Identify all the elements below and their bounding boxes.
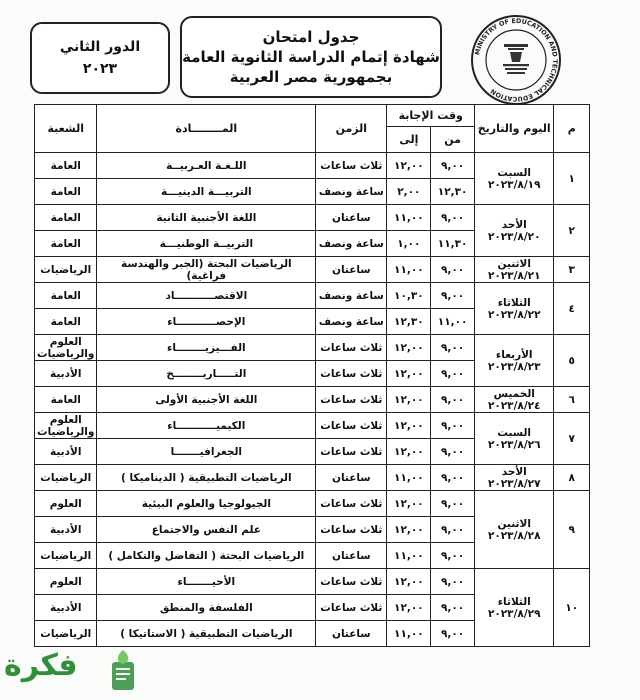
day-name: السبت xyxy=(497,426,532,439)
day-name: الأحد xyxy=(501,465,527,478)
day-number: ١ xyxy=(554,153,590,205)
time-from: ١١,٠٠ xyxy=(431,309,475,335)
time-to: ١١,٠٠ xyxy=(387,205,431,231)
time-from: ٩,٠٠ xyxy=(431,413,475,439)
subject: الفـــيزيــــــــاء xyxy=(97,335,316,361)
time-to: ١٢,٣٠ xyxy=(387,309,431,335)
time-to: ١١,٠٠ xyxy=(387,543,431,569)
time-to: ١٢,٠٠ xyxy=(387,491,431,517)
day-date-cell xyxy=(475,387,554,413)
duration: ساعة ونصف xyxy=(316,283,387,309)
branch: الأدبية xyxy=(35,595,97,621)
subject: التـــــاريــــــــخ xyxy=(97,361,316,387)
day-date-cell xyxy=(475,335,554,387)
duration: ساعتان xyxy=(316,465,387,491)
day-number: ٥ xyxy=(554,335,590,387)
duration: ثلاث ساعات xyxy=(316,595,387,621)
duration: ثلاث ساعات xyxy=(316,517,387,543)
table-row xyxy=(35,387,590,413)
time-from: ٩,٠٠ xyxy=(431,595,475,621)
day-name: الاثنين xyxy=(497,517,531,530)
time-from: ٩,٠٠ xyxy=(431,257,475,283)
branch: العامة xyxy=(35,283,97,309)
day-name: الخميس xyxy=(493,387,535,400)
duration: ساعتان xyxy=(316,257,387,283)
day-date: ٢٠٢٣/٨/٢٦ xyxy=(487,438,541,451)
day-name: الأحد xyxy=(501,218,527,231)
day-number: ١٠ xyxy=(554,569,590,647)
time-to: ١٢,٠٠ xyxy=(387,439,431,465)
time-from: ٩,٠٠ xyxy=(431,335,475,361)
table-row xyxy=(35,413,590,439)
table-row xyxy=(35,205,590,231)
duration: ثلاث ساعات xyxy=(316,387,387,413)
subject: الرياضيات البحتة (الجبر والهندسة فراغية) xyxy=(97,257,316,283)
day-date: ٢٠٢٣/٨/٢٤ xyxy=(487,399,541,412)
day-date: ٢٠٢٣/٨/١٩ xyxy=(487,178,541,191)
round-label: الدور الثاني xyxy=(59,39,141,55)
day-date: ٢٠٢٣/٨/٢٨ xyxy=(487,529,541,542)
subject: الجغرافيـــــــا xyxy=(97,439,316,465)
header-branch: الشعبة xyxy=(35,105,97,153)
branch: العامة xyxy=(35,179,97,205)
day-date-cell xyxy=(475,205,554,257)
branch: العامة xyxy=(35,387,97,413)
day-number: ٢ xyxy=(554,205,590,257)
day-number: ٧ xyxy=(554,413,590,465)
schedule-body xyxy=(35,153,590,647)
day-date-cell xyxy=(475,569,554,647)
subject: الرياضيات التطبيقية ( الديناميكا ) xyxy=(97,465,316,491)
title-line-2: شهادة إتمام الدراسة الثانوية العامة xyxy=(182,48,440,66)
day-date-cell xyxy=(475,491,554,569)
svg-text:MINISTRY OF EDUCATION AND TECH: MINISTRY OF EDUCATION AND TECHNICAL EDUCATION xyxy=(473,16,560,104)
time-to: ١,٠٠ xyxy=(387,231,431,257)
header-num: م xyxy=(554,105,590,153)
time-from: ٩,٠٠ xyxy=(431,569,475,595)
time-from: ٩,٠٠ xyxy=(431,465,475,491)
subject: اللغة الأجنبية الثانية xyxy=(97,205,316,231)
branch: الأدبية xyxy=(35,361,97,387)
watermark-logo: فكرة xyxy=(4,648,78,683)
branch: الرياضيات xyxy=(35,621,97,647)
subject: التربيــة الوطنيـــة xyxy=(97,231,316,257)
time-from: ١١,٣٠ xyxy=(431,231,475,257)
subject: الفلسفة والمنطق xyxy=(97,595,316,621)
day-name: السبت xyxy=(497,166,532,179)
day-date-cell xyxy=(475,465,554,491)
day-date: ٢٠٢٣/٨/٢٧ xyxy=(487,477,541,490)
title-line-3: بجمهورية مصر العربية xyxy=(229,68,393,86)
header-answer-time: وقت الإجابة xyxy=(387,105,475,127)
branch: الأدبية xyxy=(35,517,97,543)
branch: العلوم والرياضيات xyxy=(35,413,97,439)
subject: الرياضيات التطبيقية ( الاستاتيكا ) xyxy=(97,621,316,647)
day-number: ٩ xyxy=(554,491,590,569)
time-to: ١١,٠٠ xyxy=(387,257,431,283)
time-to: ١٢,٠٠ xyxy=(387,595,431,621)
duration: ساعة ونصف xyxy=(316,309,387,335)
time-to: ١٠,٣٠ xyxy=(387,283,431,309)
day-name: الأربعاء xyxy=(495,348,533,361)
branch: الرياضيات xyxy=(35,257,97,283)
duration: ساعتان xyxy=(316,543,387,569)
time-to: ٢,٠٠ xyxy=(387,179,431,205)
table-row xyxy=(35,569,590,595)
day-number: ٦ xyxy=(554,387,590,413)
branch: الأدبية xyxy=(35,439,97,465)
day-date: ٢٠٢٣/٨/٢٩ xyxy=(487,607,541,620)
day-name: الاثنين xyxy=(497,257,531,270)
header-subject: المــــــــادة xyxy=(97,105,316,153)
day-name: الثلاثاء xyxy=(497,296,531,309)
day-number: ٣ xyxy=(554,257,590,283)
exam-schedule-table xyxy=(34,104,590,647)
duration: ثلاث ساعات xyxy=(316,569,387,595)
day-date: ٢٠٢٣/٨/٢٢ xyxy=(487,308,541,321)
header-from: من xyxy=(431,127,475,153)
branch: العلوم والرياضيات xyxy=(35,335,97,361)
day-date: ٢٠٢٣/٨/٢٣ xyxy=(487,360,541,373)
duration: ثلاث ساعات xyxy=(316,439,387,465)
day-date-cell xyxy=(475,153,554,205)
time-from: ٩,٠٠ xyxy=(431,517,475,543)
subject: الاقتصـــــــــــاد xyxy=(97,283,316,309)
table-row xyxy=(35,491,590,517)
subject: الرياضيات البحتة ( التفاضل والتكامل ) xyxy=(97,543,316,569)
branch: الرياضيات xyxy=(35,465,97,491)
time-from: ٩,٠٠ xyxy=(431,387,475,413)
header-duration: الزمن xyxy=(316,105,387,153)
time-from: ٩,٠٠ xyxy=(431,283,475,309)
time-from: ٩,٠٠ xyxy=(431,153,475,179)
time-to: ١٢,٠٠ xyxy=(387,387,431,413)
exam-round-box xyxy=(30,22,170,94)
subject: الجيولوجيا والعلوم البيئية xyxy=(97,491,316,517)
duration: ثلاث ساعات xyxy=(316,361,387,387)
duration: ثلاث ساعات xyxy=(316,491,387,517)
watermark-leaf-icon xyxy=(0,640,150,700)
time-to: ١٢,٠٠ xyxy=(387,361,431,387)
branch: العلوم xyxy=(35,491,97,517)
duration: ثلاث ساعات xyxy=(316,335,387,361)
subject: التربيـــة الدينيـــة xyxy=(97,179,316,205)
time-to: ١١,٠٠ xyxy=(387,621,431,647)
subject: الإحصـــــــــــاء xyxy=(97,309,316,335)
duration: ساعة ونصف xyxy=(316,179,387,205)
title-line-1: جدول امتحان xyxy=(262,28,360,46)
time-to: ١١,٠٠ xyxy=(387,465,431,491)
header-to: إلى xyxy=(387,127,431,153)
header-day-date: اليوم والتاريخ xyxy=(475,105,554,153)
day-name: الثلاثاء xyxy=(497,595,531,608)
day-date: ٢٠٢٣/٨/٢٠ xyxy=(487,230,541,243)
day-number: ٤ xyxy=(554,283,590,335)
duration: ثلاث ساعات xyxy=(316,153,387,179)
time-from: ٩,٠٠ xyxy=(431,439,475,465)
document-title-box xyxy=(180,16,442,98)
day-date-cell xyxy=(475,413,554,465)
branch: العامة xyxy=(35,153,97,179)
day-number: ٨ xyxy=(554,465,590,491)
time-to: ١٢,٠٠ xyxy=(387,335,431,361)
subject: اللغة الأجنبية الأولى xyxy=(97,387,316,413)
time-from: ٩,٠٠ xyxy=(431,543,475,569)
table-row xyxy=(35,257,590,283)
time-to: ١٢,٠٠ xyxy=(387,569,431,595)
time-from: ١٢,٣٠ xyxy=(431,179,475,205)
branch: العامة xyxy=(35,309,97,335)
branch: الرياضيات xyxy=(35,543,97,569)
duration: ساعتان xyxy=(316,621,387,647)
time-from: ٩,٠٠ xyxy=(431,491,475,517)
time-to: ١٢,٠٠ xyxy=(387,517,431,543)
time-from: ٩,٠٠ xyxy=(431,361,475,387)
table-row xyxy=(35,335,590,361)
round-year: ٢٠٢٣ xyxy=(82,61,118,77)
duration: ساعة ونصف xyxy=(316,231,387,257)
time-to: ١٢,٠٠ xyxy=(387,153,431,179)
table-row xyxy=(35,465,590,491)
subject: اللـغـة العـربيــة xyxy=(97,153,316,179)
time-from: ٩,٠٠ xyxy=(431,205,475,231)
subject: علم النفس والاجتماع xyxy=(97,517,316,543)
subject: الأحيـــــــاء xyxy=(97,569,316,595)
branch: العامة xyxy=(35,231,97,257)
time-from: ٩,٠٠ xyxy=(431,621,475,647)
day-date: ٢٠٢٣/٨/٢١ xyxy=(487,269,541,282)
day-date-cell xyxy=(475,283,554,335)
branch: العلوم xyxy=(35,569,97,595)
duration: ساعتان xyxy=(316,205,387,231)
time-to: ١٢,٠٠ xyxy=(387,413,431,439)
day-date-cell xyxy=(475,257,554,283)
table-row xyxy=(35,153,590,179)
branch: العامة xyxy=(35,205,97,231)
duration: ثلاث ساعات xyxy=(316,413,387,439)
ministry-seal-logo xyxy=(470,14,562,106)
subject: الكيميـــــــــــاء xyxy=(97,413,316,439)
table-row xyxy=(35,283,590,309)
